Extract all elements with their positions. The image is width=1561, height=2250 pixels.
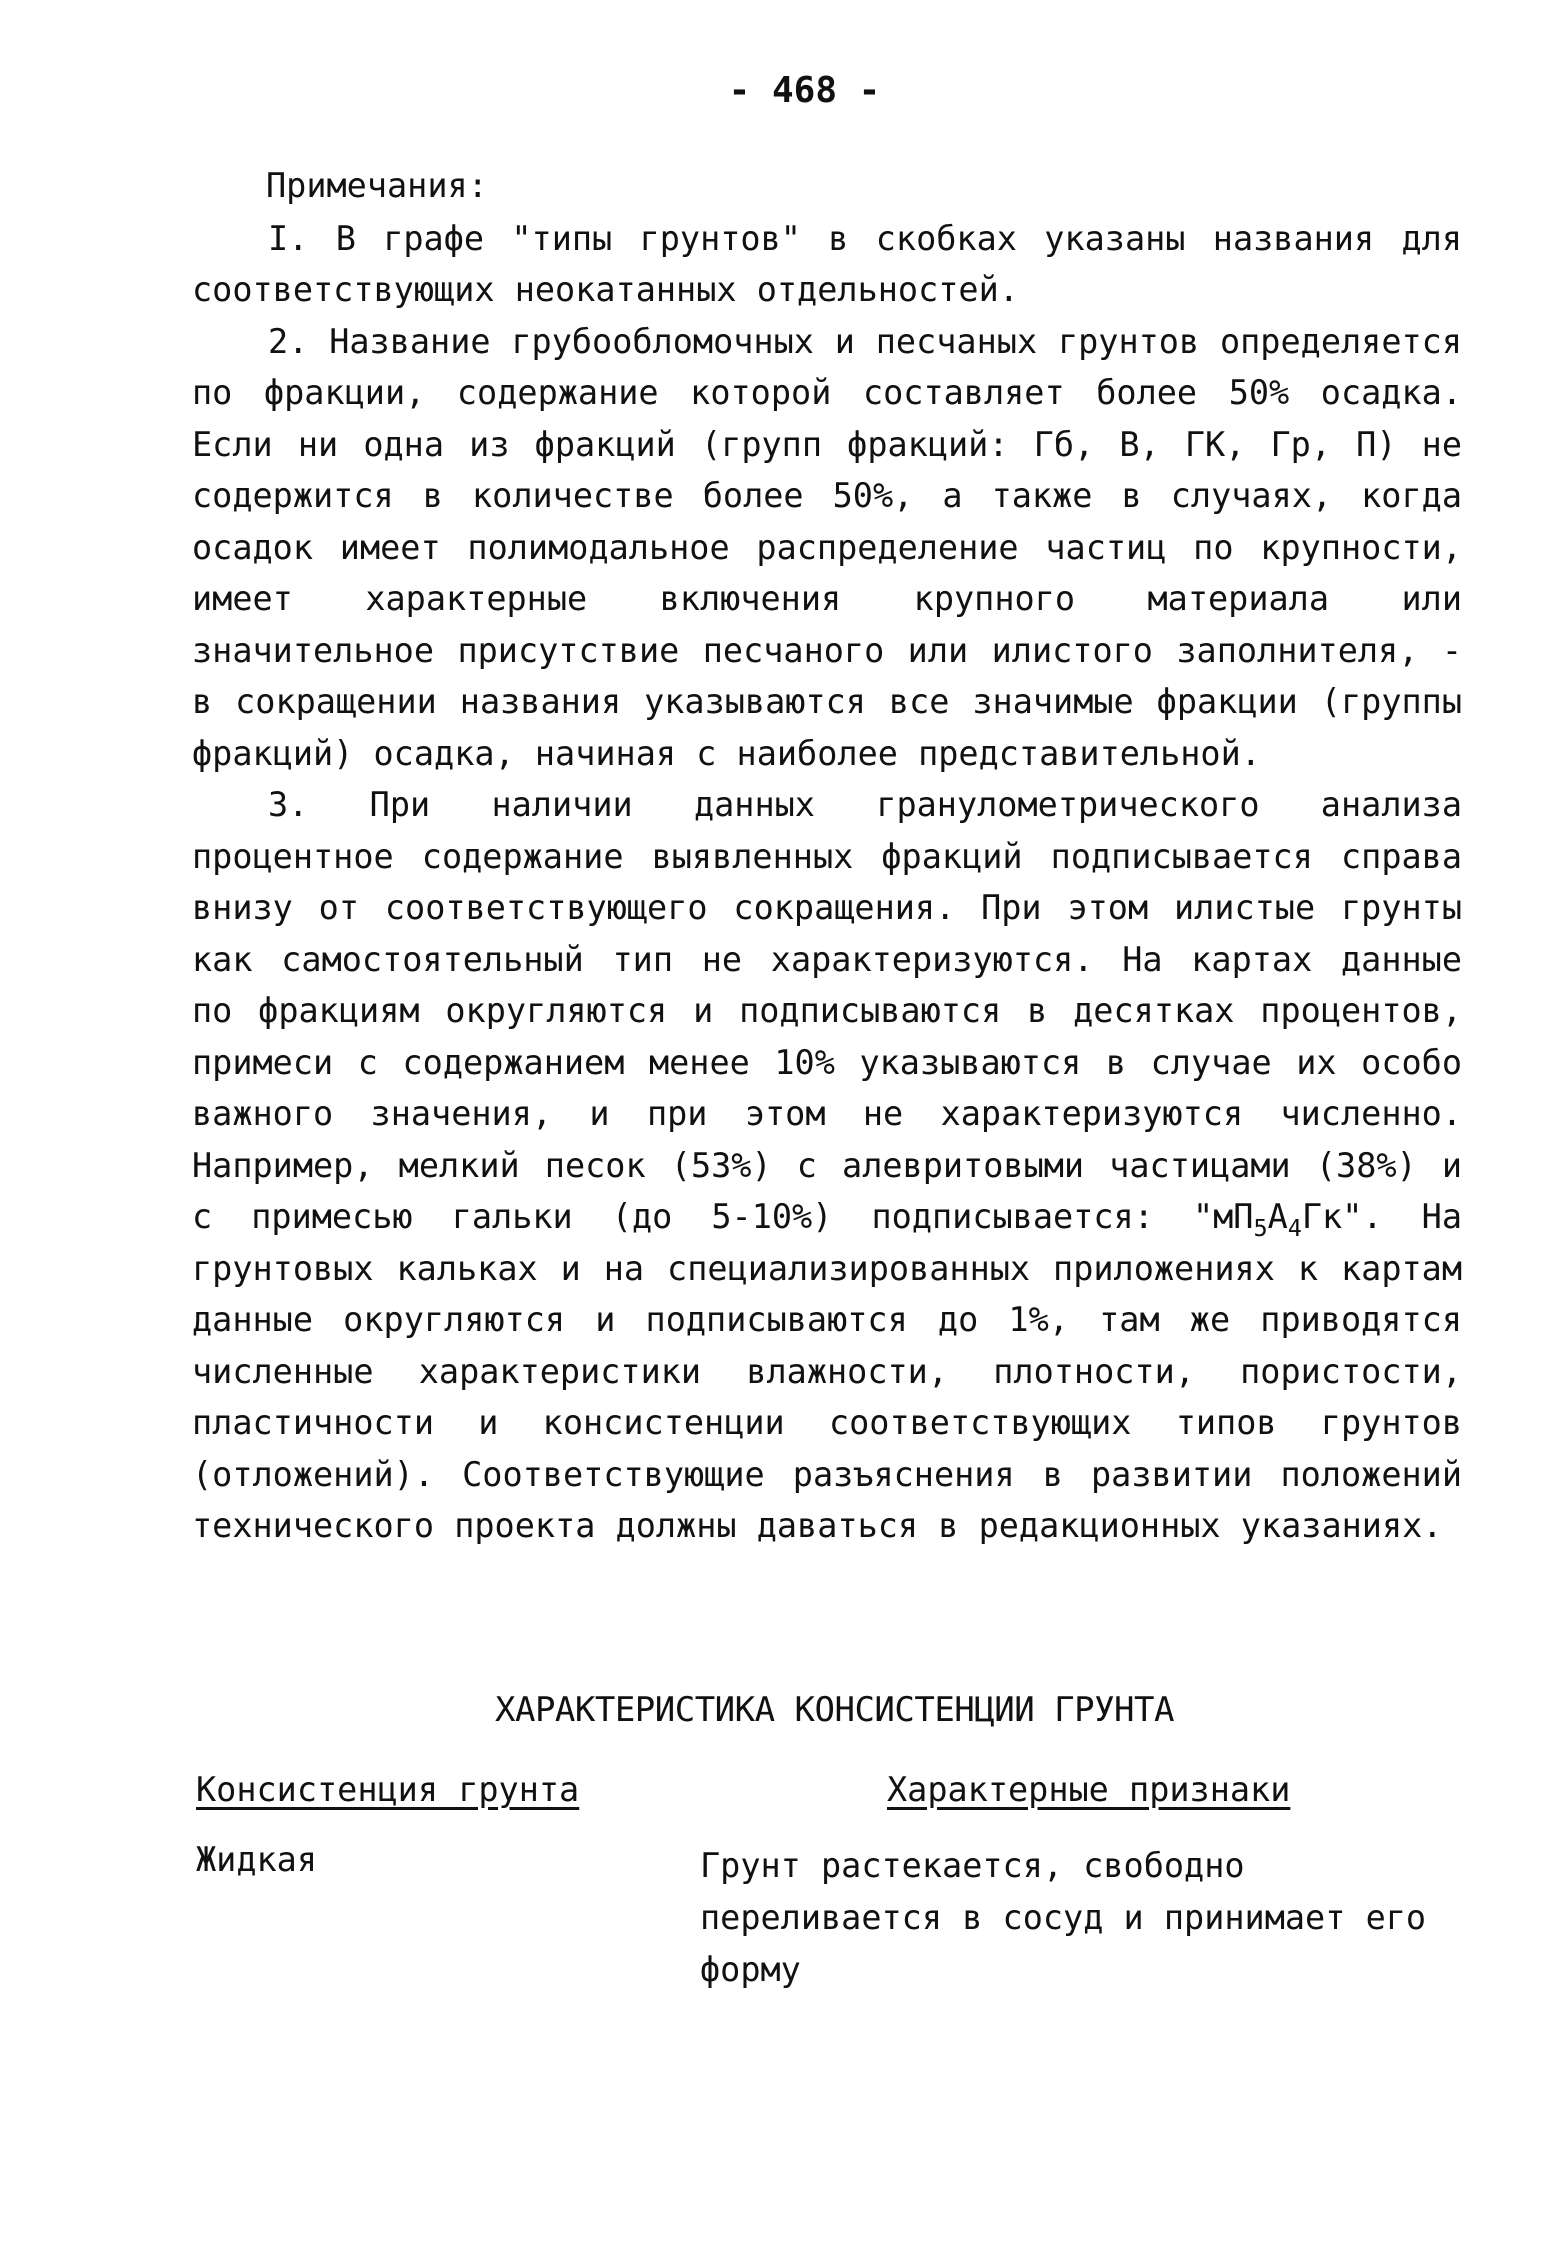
example-subscript: 4 — [1287, 1214, 1302, 1242]
example-middle: А — [1267, 1197, 1288, 1236]
note-number: 2. — [268, 321, 309, 361]
page-number: - 468 - — [728, 70, 881, 111]
column-header-consistency: Консистенция грунта — [196, 1770, 580, 1809]
example-prefix: "мП — [1192, 1197, 1254, 1236]
note-1 — [192, 213, 1462, 316]
note-text: В графе "типы грунтов" в скобках указаны названия для соответствующих неокатанных отдельностей. — [192, 218, 1462, 309]
notes-section — [192, 160, 1462, 1552]
note-text-continued: На грунтовых кальках и на специализированных приложениях к картам данные округляются и подписываются до 1%, там же приводятся численные характеристики влажности, плотности, пористости, пластичности и консистенции соответствующих типов грунтов (отложений). Соответствующие разъяснения в развитии положений технического проекта должны даваться в редакционных указаниях. — [192, 1197, 1462, 1545]
example-subscript: 5 — [1253, 1214, 1268, 1242]
note-number: I. — [268, 218, 309, 258]
note-2 — [192, 316, 1462, 780]
consistency-description: Грунт растекается, свободно переливается в сосуд и принимает его форму — [700, 1846, 1427, 1989]
example-suffix: Гк". — [1301, 1197, 1383, 1236]
note-text: При наличии данных гранулометрического анализа процентное содержание выявленных фракций подписывается справа внизу от соответствующего сокращения. При этом илистые грунты как самостоятельный тип не характеризуются. На картах данные по фракциям округляются и подписываются в десятках процентов, примеси с содержанием менее 10% указываются в случае их особо важного значения, и при этом не характеризуются численно. Например, мелкий песок (53%) с алевритовыми частицами (38%) и с примесью гальки (до 5-10%) подписывается: — [192, 785, 1462, 1236]
note-3 — [192, 779, 1462, 1552]
abbreviation-example — [1192, 1197, 1383, 1242]
notes-title: Примечания: — [266, 166, 488, 205]
column-header-features: Характерные признаки — [887, 1770, 1291, 1809]
section-title: ХАРАКТЕРИСТИКА КОНСИСТЕНЦИИ ГРУНТА — [495, 1690, 1174, 1730]
note-text: Название грубообломочных и песчаных грунтов определяется по фракции, содержание которой составляет более 50% осадка. Если ни одна из фракций (групп фракций: Гб, В, ГК, Гр, П) не содержится в количестве более 50%, а также в случаях, когда осадок имеет полимодальное распределение частиц по крупности, имеет характерные включения крупного материала или значительное присутствие песчаного или илистого заполнителя, - в сокращении названия указываются все значимые фракции (группы фракций) осадка, начиная с наиболее представительной. — [192, 321, 1462, 773]
consistency-term: Жидкая — [196, 1840, 318, 1879]
note-number: 3. — [268, 785, 309, 824]
